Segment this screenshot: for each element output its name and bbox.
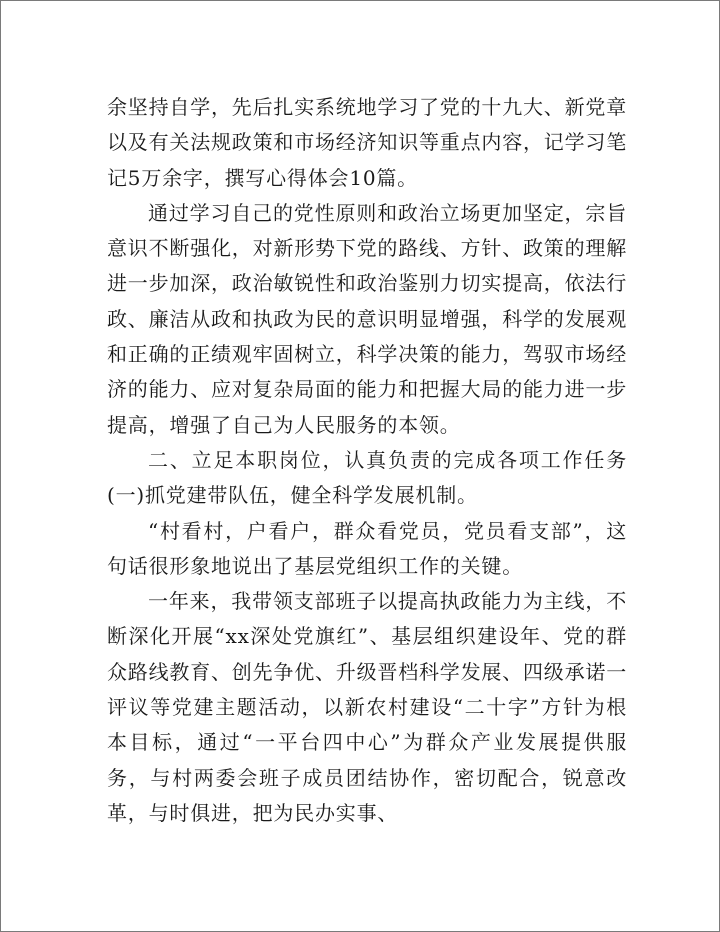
paragraph-section-heading: 二、立足本职岗位，认真负责的完成各项工作任务(一)抓党建带队伍，健全科学发展机制。 <box>107 447 627 508</box>
paragraph-quote: “村看村，户看户，群众看党员，党员看支部”，这句话很形象地说出了基层党组织工作的关键。 <box>107 518 627 578</box>
paragraph-continuation-study: 余坚持自学，先后扎实系统地学习了党的十九大、新党章以及有关法规政策和市场经济知识等重点内容，记学习笔记5万余字，撰写心得体会10篇。 <box>107 95 627 190</box>
body-text <box>107 90 627 831</box>
paragraph-year-summary: 一年来，我带领支部班子以提高执政能力为主线，不断深化开展“xx深处党旗红”、基层组织建设年、党的群众路线教育、创先争优、升级晋档科学发展、四级承诺一评议等党建主题活动，以新农村建设“二十字”方针为根本目标，通过“一平台四中心”为群众产业发展提供服务，与村两委会班子成员团结协作，密切配合，锐意改革，与时俱进，把为民办实事、 <box>107 589 627 825</box>
paragraph-study-results: 通过学习自己的党性原则和政治立场更加坚定，宗旨意识不断强化，对新形势下党的路线、方针、政策的理解进一步加深，政治敏锐性和政治鉴别力切实提高，依法行政、廉洁从政和执政为民的意识明显增强，科学的发展观和正确的正绩观牢固树立，科学决策的能力，驾驭市场经济的能力、应对复杂局面的能力和把握大局的能力进一步提高，增强了自己为人民服务的本领。 <box>107 200 627 437</box>
